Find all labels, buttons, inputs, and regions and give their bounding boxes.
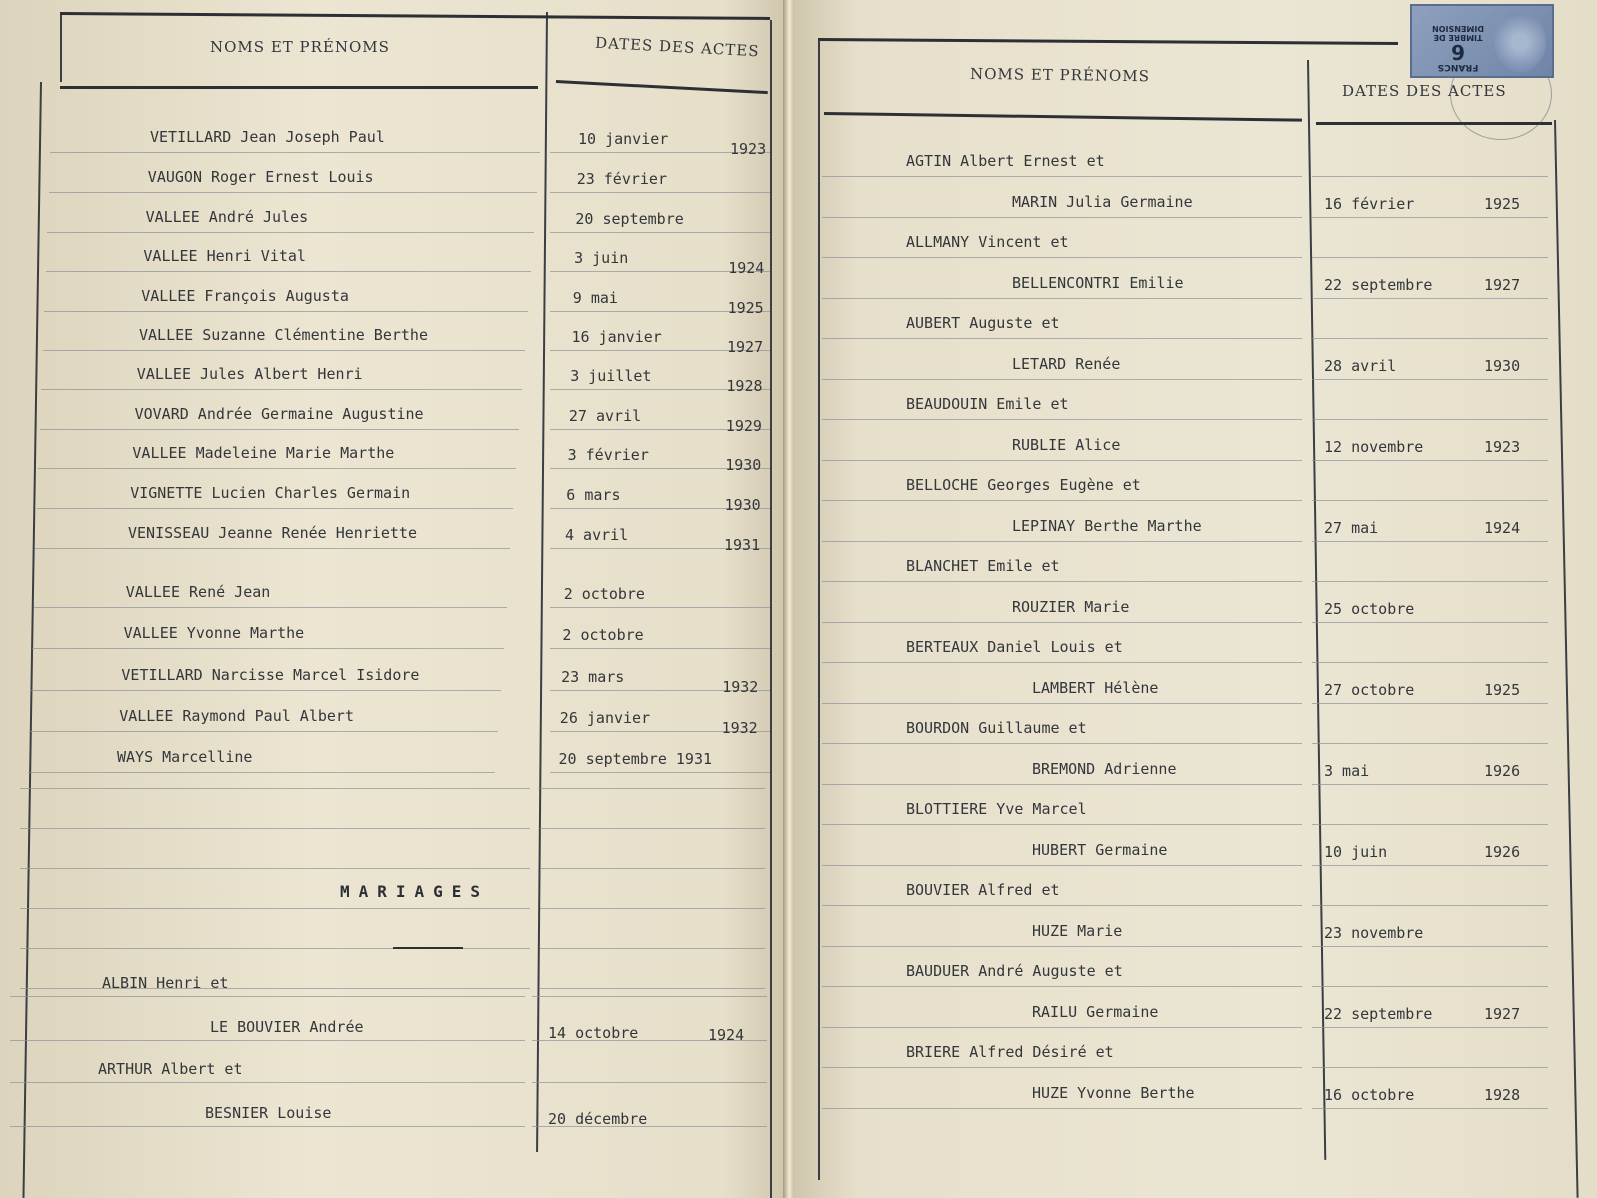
row-rule xyxy=(532,1082,767,1083)
row-rule xyxy=(822,865,1302,866)
row-rule xyxy=(1312,986,1548,987)
row-rule xyxy=(1312,824,1548,825)
entry-year: 1924 xyxy=(728,259,765,277)
row-rule xyxy=(1312,905,1548,906)
right-border xyxy=(770,20,772,1198)
entry-year: 1928 xyxy=(726,377,763,395)
entry-year: 1930 xyxy=(724,496,761,514)
row-rule xyxy=(43,350,526,351)
row-rule xyxy=(1312,176,1548,177)
entry-date: 3 février xyxy=(567,446,649,464)
entry-name: VETILLARD Jean Joseph Paul xyxy=(150,128,385,146)
row-rule xyxy=(44,311,528,312)
entry-name: VOVARD Andrée Germaine Augustine xyxy=(134,405,424,423)
row-rule xyxy=(822,500,1302,501)
right-dates-header: DATES DES ACTES xyxy=(1342,82,1507,100)
entry-name: BOUVIER Alfred et xyxy=(906,881,1060,899)
entry-year: 1931 xyxy=(724,536,761,554)
entry-name: LE BOUVIER Andrée xyxy=(210,1018,364,1036)
entry-year: 1924 xyxy=(708,1026,745,1044)
row-rule xyxy=(20,988,530,989)
mariages-title: MARIAGES xyxy=(340,882,490,901)
names-header: NOMS ET PRÉNOMS xyxy=(210,38,390,56)
entry-name: HUZE Marie xyxy=(1032,921,1123,940)
row-rule xyxy=(50,152,540,153)
row-rule xyxy=(46,271,532,272)
left-border xyxy=(60,12,62,82)
row-rule xyxy=(34,607,508,608)
row-rule xyxy=(1312,257,1548,258)
row-rule xyxy=(1312,460,1548,461)
row-rule xyxy=(822,217,1302,218)
entry-year: 1929 xyxy=(725,417,762,435)
entry-year: 1927 xyxy=(1484,275,1521,294)
entry-year: 1927 xyxy=(727,338,764,356)
entry-name: BESNIER Louise xyxy=(205,1104,332,1122)
entry-name: BERTEAUX Daniel Louis et xyxy=(906,638,1123,656)
row-rule xyxy=(20,828,530,829)
entry-year: 1925 xyxy=(1484,680,1521,699)
entry-date: 2 octobre xyxy=(563,585,645,603)
entry-name: AGTIN Albert Ernest et xyxy=(906,152,1105,170)
row-rule xyxy=(1312,379,1548,380)
column-divider xyxy=(536,12,548,1152)
entry-date: 28 avril xyxy=(1324,356,1397,375)
right-page-right-border xyxy=(1554,120,1579,1198)
entry-name: ROUZIER Marie xyxy=(1012,597,1130,616)
entry-name: VIGNETTE Lucien Charles Germain xyxy=(130,484,411,502)
entry-date: 26 janvier xyxy=(559,709,651,727)
entry-year: 1930 xyxy=(725,456,762,474)
row-rule xyxy=(20,788,530,789)
row-rule xyxy=(40,429,520,430)
header-rule-dates xyxy=(556,80,768,94)
row-rule xyxy=(822,622,1302,623)
entry-year: 1925 xyxy=(1484,194,1521,213)
entry-name: VALLEE François Augusta xyxy=(141,287,349,305)
stamp-label: TIMBRE DE DIMENSION xyxy=(1432,24,1484,42)
row-rule xyxy=(822,338,1302,339)
row-rule xyxy=(550,648,770,649)
row-rule xyxy=(10,1126,525,1127)
entry-date: 3 juin xyxy=(574,249,629,267)
entry-date: 12 novembre xyxy=(1324,437,1424,456)
mariages-underline xyxy=(393,947,463,949)
entry-date: 22 septembre xyxy=(1324,275,1433,294)
right-page xyxy=(794,0,1597,1198)
entry-name: VETILLARD Narcisse Marcel Isidore xyxy=(121,666,420,684)
entry-date: 25 octobre xyxy=(1324,599,1415,618)
entry-name: BEAUDOUIN Emile et xyxy=(906,395,1069,413)
entry-date: 6 mars xyxy=(566,486,621,504)
entry-name: ALLMANY Vincent et xyxy=(906,233,1069,251)
entry-name: BELLOCHE Georges Eugène et xyxy=(906,476,1141,494)
row-rule xyxy=(1312,298,1548,299)
entry-name: BLOTTIERE Yve Marcel xyxy=(906,800,1087,818)
row-rule xyxy=(35,548,510,549)
top-rule xyxy=(60,12,770,20)
right-names-header: NOMS ET PRÉNOMS xyxy=(969,64,1151,86)
entry-date: 22 septembre xyxy=(1324,1004,1433,1023)
entry-name: WAYS Marcelline xyxy=(117,748,253,766)
entry-date: 23 novembre xyxy=(1324,923,1424,942)
entry-year: 1924 xyxy=(1484,518,1521,537)
row-rule xyxy=(1312,581,1548,582)
entry-name: VALLEE Yvonne Marthe xyxy=(123,624,305,642)
row-rule xyxy=(822,905,1302,906)
entry-year: 1923 xyxy=(1484,437,1521,456)
row-rule xyxy=(550,607,770,608)
entry-year: 1932 xyxy=(722,678,759,696)
entry-date: 16 octobre xyxy=(1324,1085,1415,1104)
entry-name: VENISSEAU Jeanne Renée Henriette xyxy=(128,524,417,542)
entry-name: VALLEE Henri Vital xyxy=(143,247,306,265)
entry-date: 27 mai xyxy=(1324,518,1379,537)
entry-name: BELLENCONTRI Emilie xyxy=(1012,273,1184,292)
entry-year: 1925 xyxy=(727,299,764,317)
entry-name: VALLEE Madeleine Marie Marthe xyxy=(132,444,395,462)
entry-name: HUZE Yvonne Berthe xyxy=(1032,1083,1195,1102)
row-rule xyxy=(550,232,770,233)
entry-date: 23 mars xyxy=(561,668,625,686)
row-rule xyxy=(28,772,496,773)
row-rule xyxy=(822,379,1302,380)
right-top-rule xyxy=(818,38,1398,45)
row-rule xyxy=(822,460,1302,461)
entry-name: AUBERT Auguste et xyxy=(906,314,1060,332)
entry-date: 27 octobre xyxy=(1324,680,1415,699)
row-rule xyxy=(540,908,765,909)
row-rule xyxy=(1312,784,1548,785)
entry-name: LEPINAY Berthe Marthe xyxy=(1012,516,1202,535)
row-rule xyxy=(1312,338,1548,339)
entry-name: LETARD Renée xyxy=(1012,354,1121,373)
row-rule xyxy=(37,508,514,509)
entry-name: LAMBERT Hélène xyxy=(1032,678,1159,697)
left-margin-line xyxy=(22,82,42,1198)
entry-date: 20 décembre xyxy=(548,1110,648,1128)
row-rule xyxy=(540,948,765,949)
row-rule xyxy=(822,824,1302,825)
entry-name: VALLEE René Jean xyxy=(125,583,271,601)
row-rule xyxy=(38,468,516,469)
entry-year: 1923 xyxy=(730,140,767,158)
row-rule xyxy=(822,784,1302,785)
entry-name: VALLEE Jules Albert Henri xyxy=(136,365,363,383)
entry-date: 16 janvier xyxy=(571,328,662,346)
row-rule xyxy=(822,743,1302,744)
row-rule xyxy=(822,1108,1302,1109)
row-rule xyxy=(532,996,767,997)
entry-date: 20 septembre 1931 xyxy=(558,750,713,768)
row-rule xyxy=(540,868,765,869)
row-rule xyxy=(49,192,538,193)
entry-name: ALBIN Henri et xyxy=(102,974,229,992)
entry-date: 10 juin xyxy=(1324,842,1388,861)
entry-date: 16 février xyxy=(1324,194,1415,213)
row-rule xyxy=(822,946,1302,947)
entry-date: 23 février xyxy=(576,170,667,188)
entry-name: VAUGON Roger Ernest Louis xyxy=(147,168,374,186)
row-rule xyxy=(822,298,1302,299)
row-rule xyxy=(822,419,1302,420)
entry-date: 4 avril xyxy=(565,526,629,544)
entry-name: MARIN Julia Germaine xyxy=(1012,192,1193,211)
row-rule xyxy=(29,731,498,732)
row-rule xyxy=(32,648,504,649)
entry-name: BRIERE Alfred Désiré et xyxy=(906,1043,1114,1061)
entry-date: 3 juillet xyxy=(570,367,652,385)
row-rule xyxy=(822,1027,1302,1028)
row-rule xyxy=(540,788,765,789)
row-rule xyxy=(1312,217,1548,218)
right-page-left-border xyxy=(818,40,820,1180)
row-rule xyxy=(41,389,522,390)
entry-name: RAILU Germaine xyxy=(1032,1002,1159,1021)
entry-name: VALLEE Raymond Paul Albert xyxy=(119,707,354,725)
row-rule xyxy=(550,192,770,193)
row-rule xyxy=(822,176,1302,177)
row-rule xyxy=(822,1067,1302,1068)
row-rule xyxy=(31,690,502,691)
stamp-value: 6 xyxy=(1451,40,1465,64)
row-rule xyxy=(1312,419,1548,420)
entry-name: BREMOND Adrienne xyxy=(1032,759,1177,778)
entry-name: VALLEE Suzanne Clémentine Berthe xyxy=(139,326,428,344)
row-rule xyxy=(822,662,1302,663)
row-rule xyxy=(10,1040,525,1041)
row-rule xyxy=(1312,541,1548,542)
entry-name: ARTHUR Albert et xyxy=(98,1060,243,1078)
row-rule xyxy=(1312,865,1548,866)
entry-date: 20 septembre xyxy=(575,210,684,228)
entry-date: 2 octobre xyxy=(562,626,644,644)
row-rule xyxy=(10,1082,525,1083)
row-rule xyxy=(1312,1027,1548,1028)
row-rule xyxy=(1312,1108,1548,1109)
row-rule xyxy=(1312,1067,1548,1068)
entry-name: HUBERT Germaine xyxy=(1032,840,1168,859)
entry-date: 9 mai xyxy=(572,289,618,307)
dates-header: DATES DES ACTES xyxy=(594,33,760,61)
entry-name: BOURDON Guillaume et xyxy=(906,719,1087,737)
entry-year: 1928 xyxy=(1484,1085,1521,1104)
row-rule xyxy=(540,828,765,829)
row-rule xyxy=(1312,500,1548,501)
entry-year: 1926 xyxy=(1484,842,1521,861)
left-page xyxy=(0,0,786,1198)
entry-date: 10 janvier xyxy=(578,130,669,148)
stamp-text xyxy=(1418,10,1498,72)
row-rule xyxy=(822,703,1302,704)
row-rule xyxy=(822,257,1302,258)
row-rule xyxy=(1312,743,1548,744)
entry-name: RUBLIE Alice xyxy=(1012,435,1121,454)
entry-year: 1930 xyxy=(1484,356,1521,375)
entry-date: 27 avril xyxy=(568,407,642,425)
right-header-rule-names xyxy=(824,112,1302,122)
row-rule xyxy=(540,988,765,989)
row-rule xyxy=(10,996,525,997)
row-rule xyxy=(822,581,1302,582)
row-rule xyxy=(1312,622,1548,623)
row-rule xyxy=(20,908,530,909)
row-rule xyxy=(1312,946,1548,947)
entry-name: VALLEE André Jules xyxy=(145,208,309,226)
entry-name: BAUDUER André Auguste et xyxy=(906,962,1123,980)
entry-year: 1927 xyxy=(1484,1004,1521,1023)
stamp-currency: FRANCS xyxy=(1437,62,1479,72)
row-rule xyxy=(47,232,534,233)
entry-name: BLANCHET Emile et xyxy=(906,557,1060,575)
row-rule xyxy=(550,772,770,773)
entry-date: 3 mai xyxy=(1324,761,1370,780)
entry-year: 1926 xyxy=(1484,761,1521,780)
fiscal-stamp xyxy=(1410,4,1554,78)
row-rule xyxy=(822,541,1302,542)
row-rule xyxy=(20,868,530,869)
row-rule xyxy=(822,986,1302,987)
entry-year: 1932 xyxy=(721,719,758,737)
row-rule xyxy=(1312,703,1548,704)
row-rule xyxy=(1312,662,1548,663)
header-rule-names xyxy=(60,86,538,89)
entry-date: 14 octobre xyxy=(548,1024,639,1042)
marianne-emblem-icon xyxy=(1494,12,1546,72)
